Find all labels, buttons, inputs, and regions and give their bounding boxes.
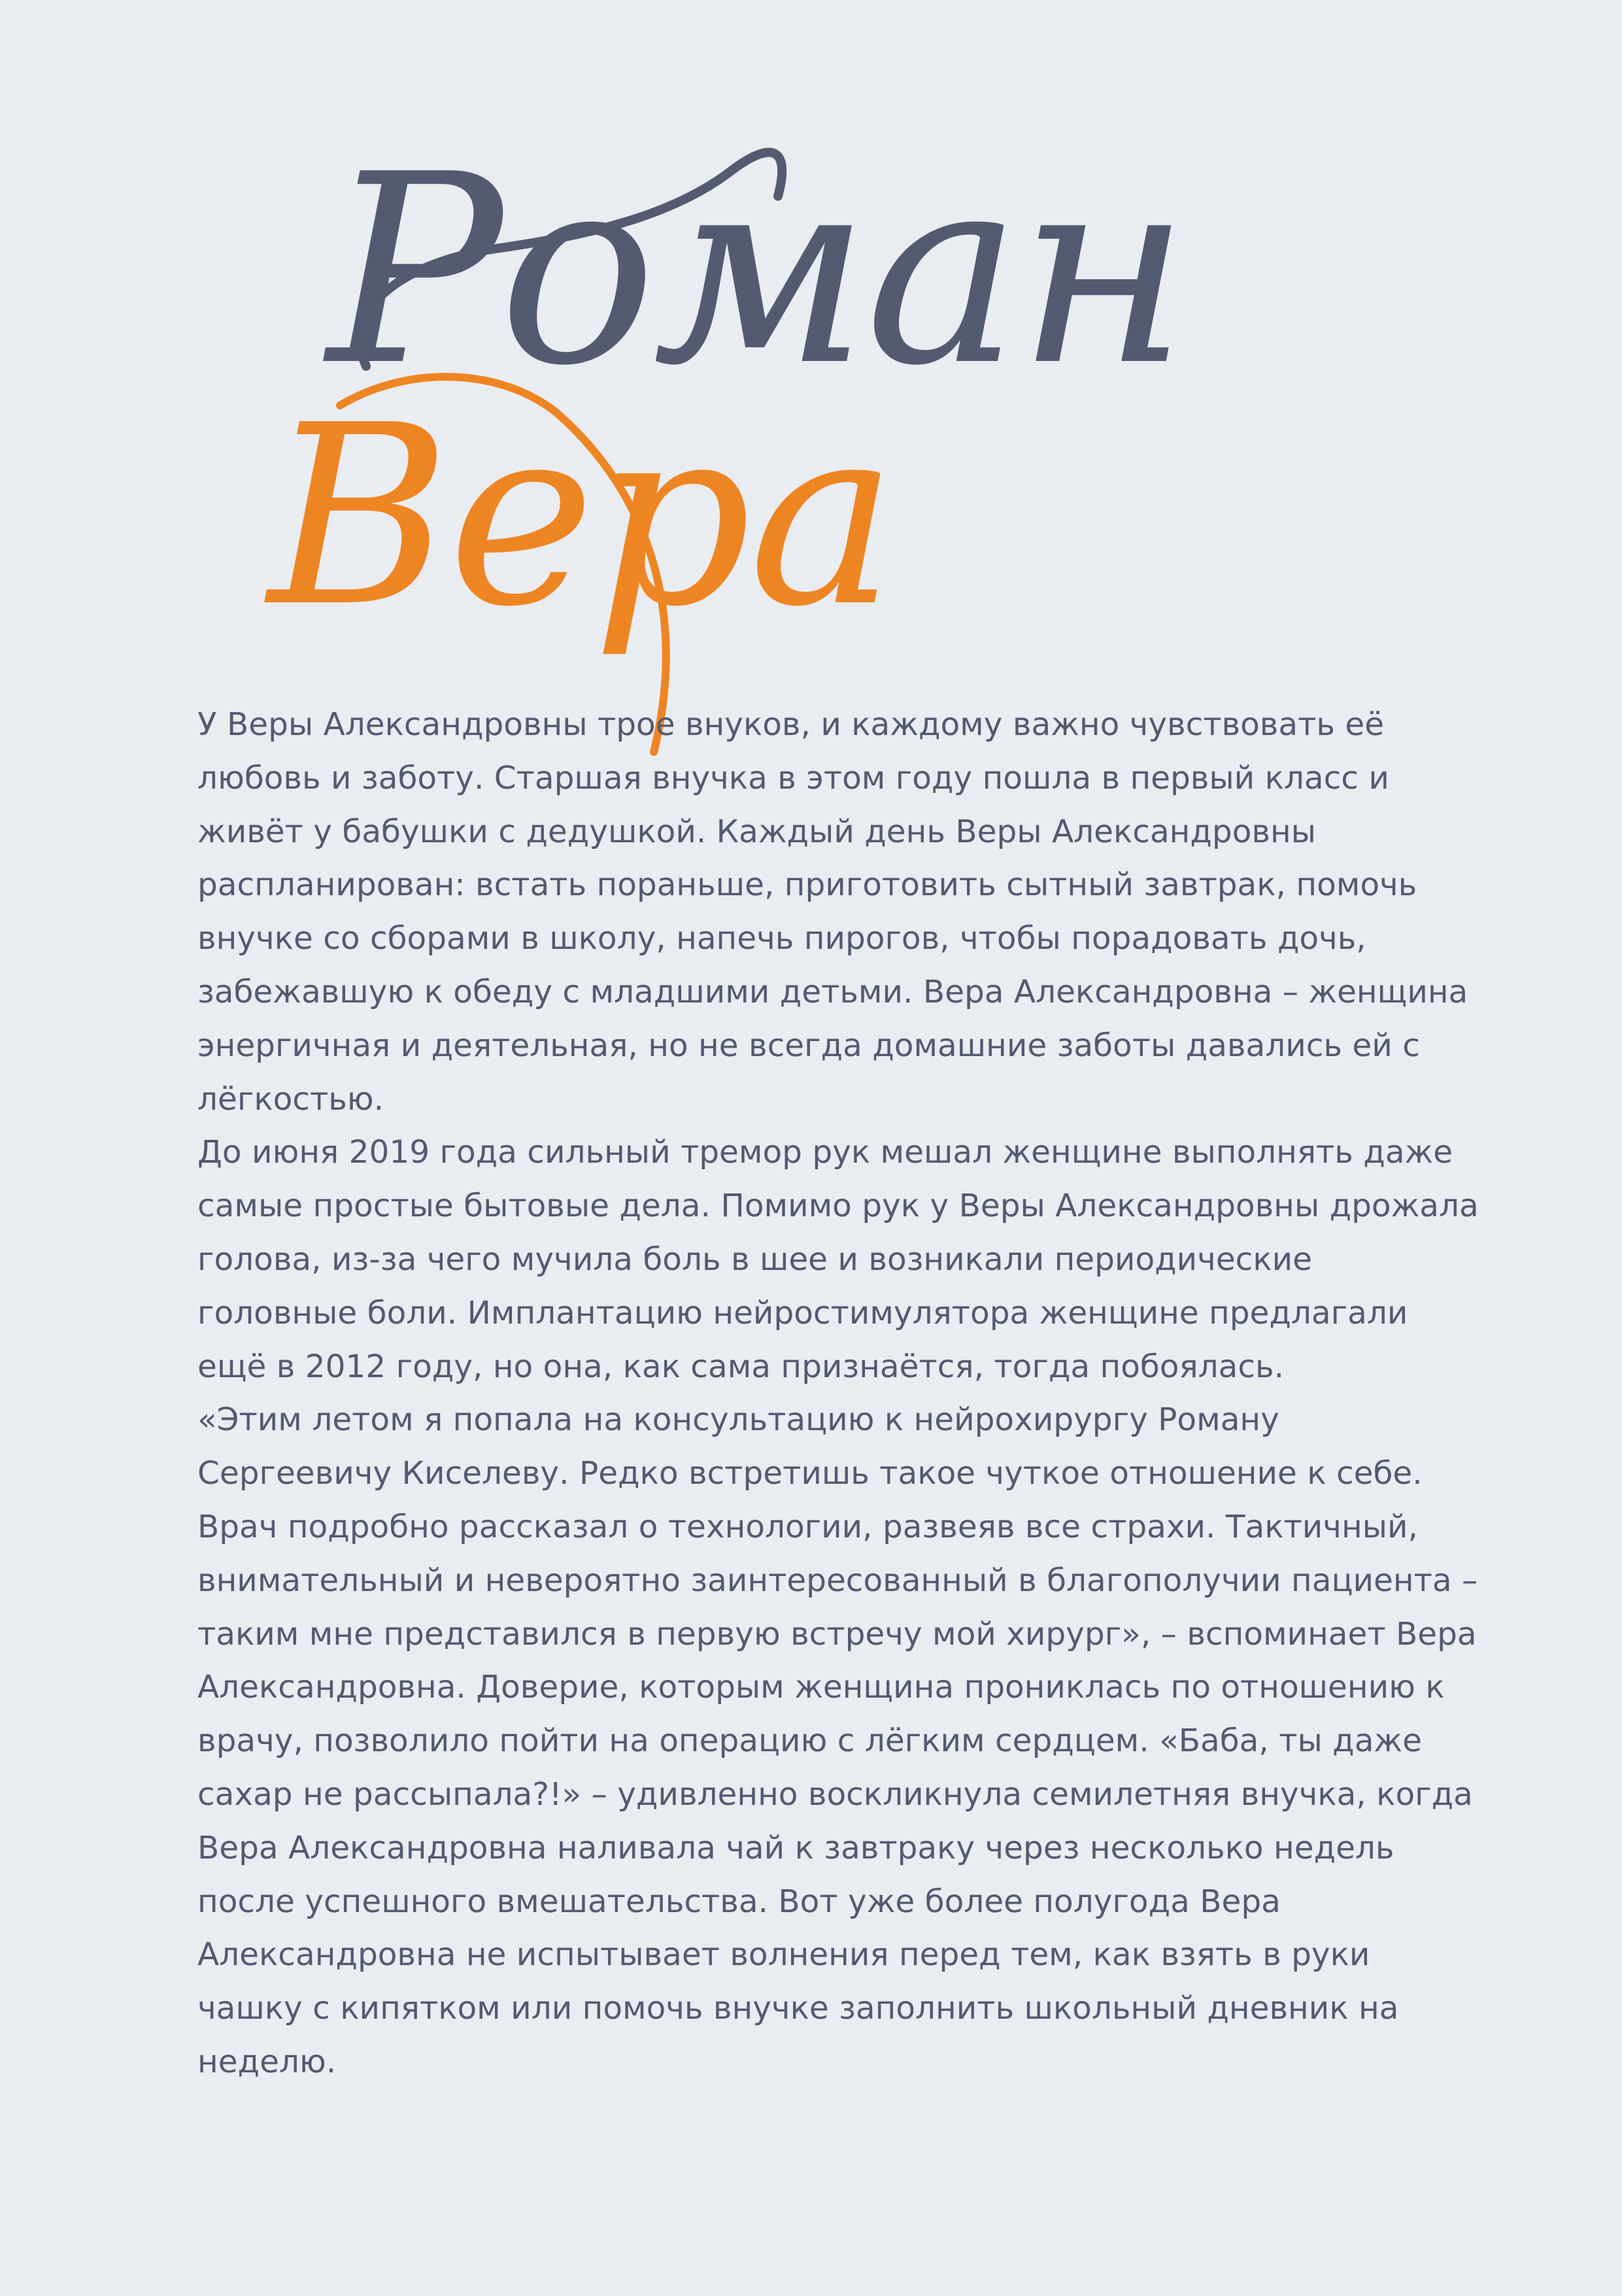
title-vera: Вера <box>268 371 894 661</box>
title-roman: Роман <box>327 119 1186 423</box>
article-paragraph-3: «Этим летом я попала на консультацию к нейрохирургу Роману Сергеевичу Киселеву. Редко встретишь такое чуткое отношение к себе. Врач подробно рассказал о технологии, развеяв все страхи. Тактичный, внимательный и невероятно заинтересованный в благополучии пациента – таким мне представился в первую встречу мой хирург», – вспоминает Вера Александровна. Доверие, которым женщина прониклась по отношению к врачу, позволило пойти на операцию с лёгким сердцем. «Баба, ты даже сахар не рассыпала?!» – удивленно воскликнула семилетняя внучка, когда Вера Александровна наливала чай к завтраку через несколько недель после успешного вмешательства. Вот уже более полугода Вера Александровна не испытывает волнения перед тем, как взять в руки чашку с кипятком или помочь внучке заполнить школьный дневник на неделю. <box>197 1401 1478 2080</box>
article-paragraph-1: У Веры Александровны трое внуков, и каждому важно чувствовать её любовь и заботу. Старшая внучка в этом году пошла в первый класс и живёт у бабушки с дедушкой. Каждый день Веры Александровны распланирован: встать пораньше, приготовить сытный завтрак, помочь внучке со сборами в школу, напечь пирогов, чтобы порадовать дочь, забежавшую к обеду с младшими детьми. Вера Александровна – женщина энергичная и деятельная, но не всегда домашние заботы давались ей с лёгкостью. <box>197 706 1468 1118</box>
article-body <box>197 698 1479 2089</box>
article-paragraph-2: До июня 2019 года сильный тремор рук мешал женщине выполнять даже самые простые бытовые дела. Помимо рук у Веры Александровны дрожала голова, из-за чего мучила боль в шее и возникали периодические головные боли. Имплантацию нейростимулятора женщине предлагали ещё в 2012 году, но она, как сама признаётся, тогда побоялась. <box>197 1134 1479 1385</box>
